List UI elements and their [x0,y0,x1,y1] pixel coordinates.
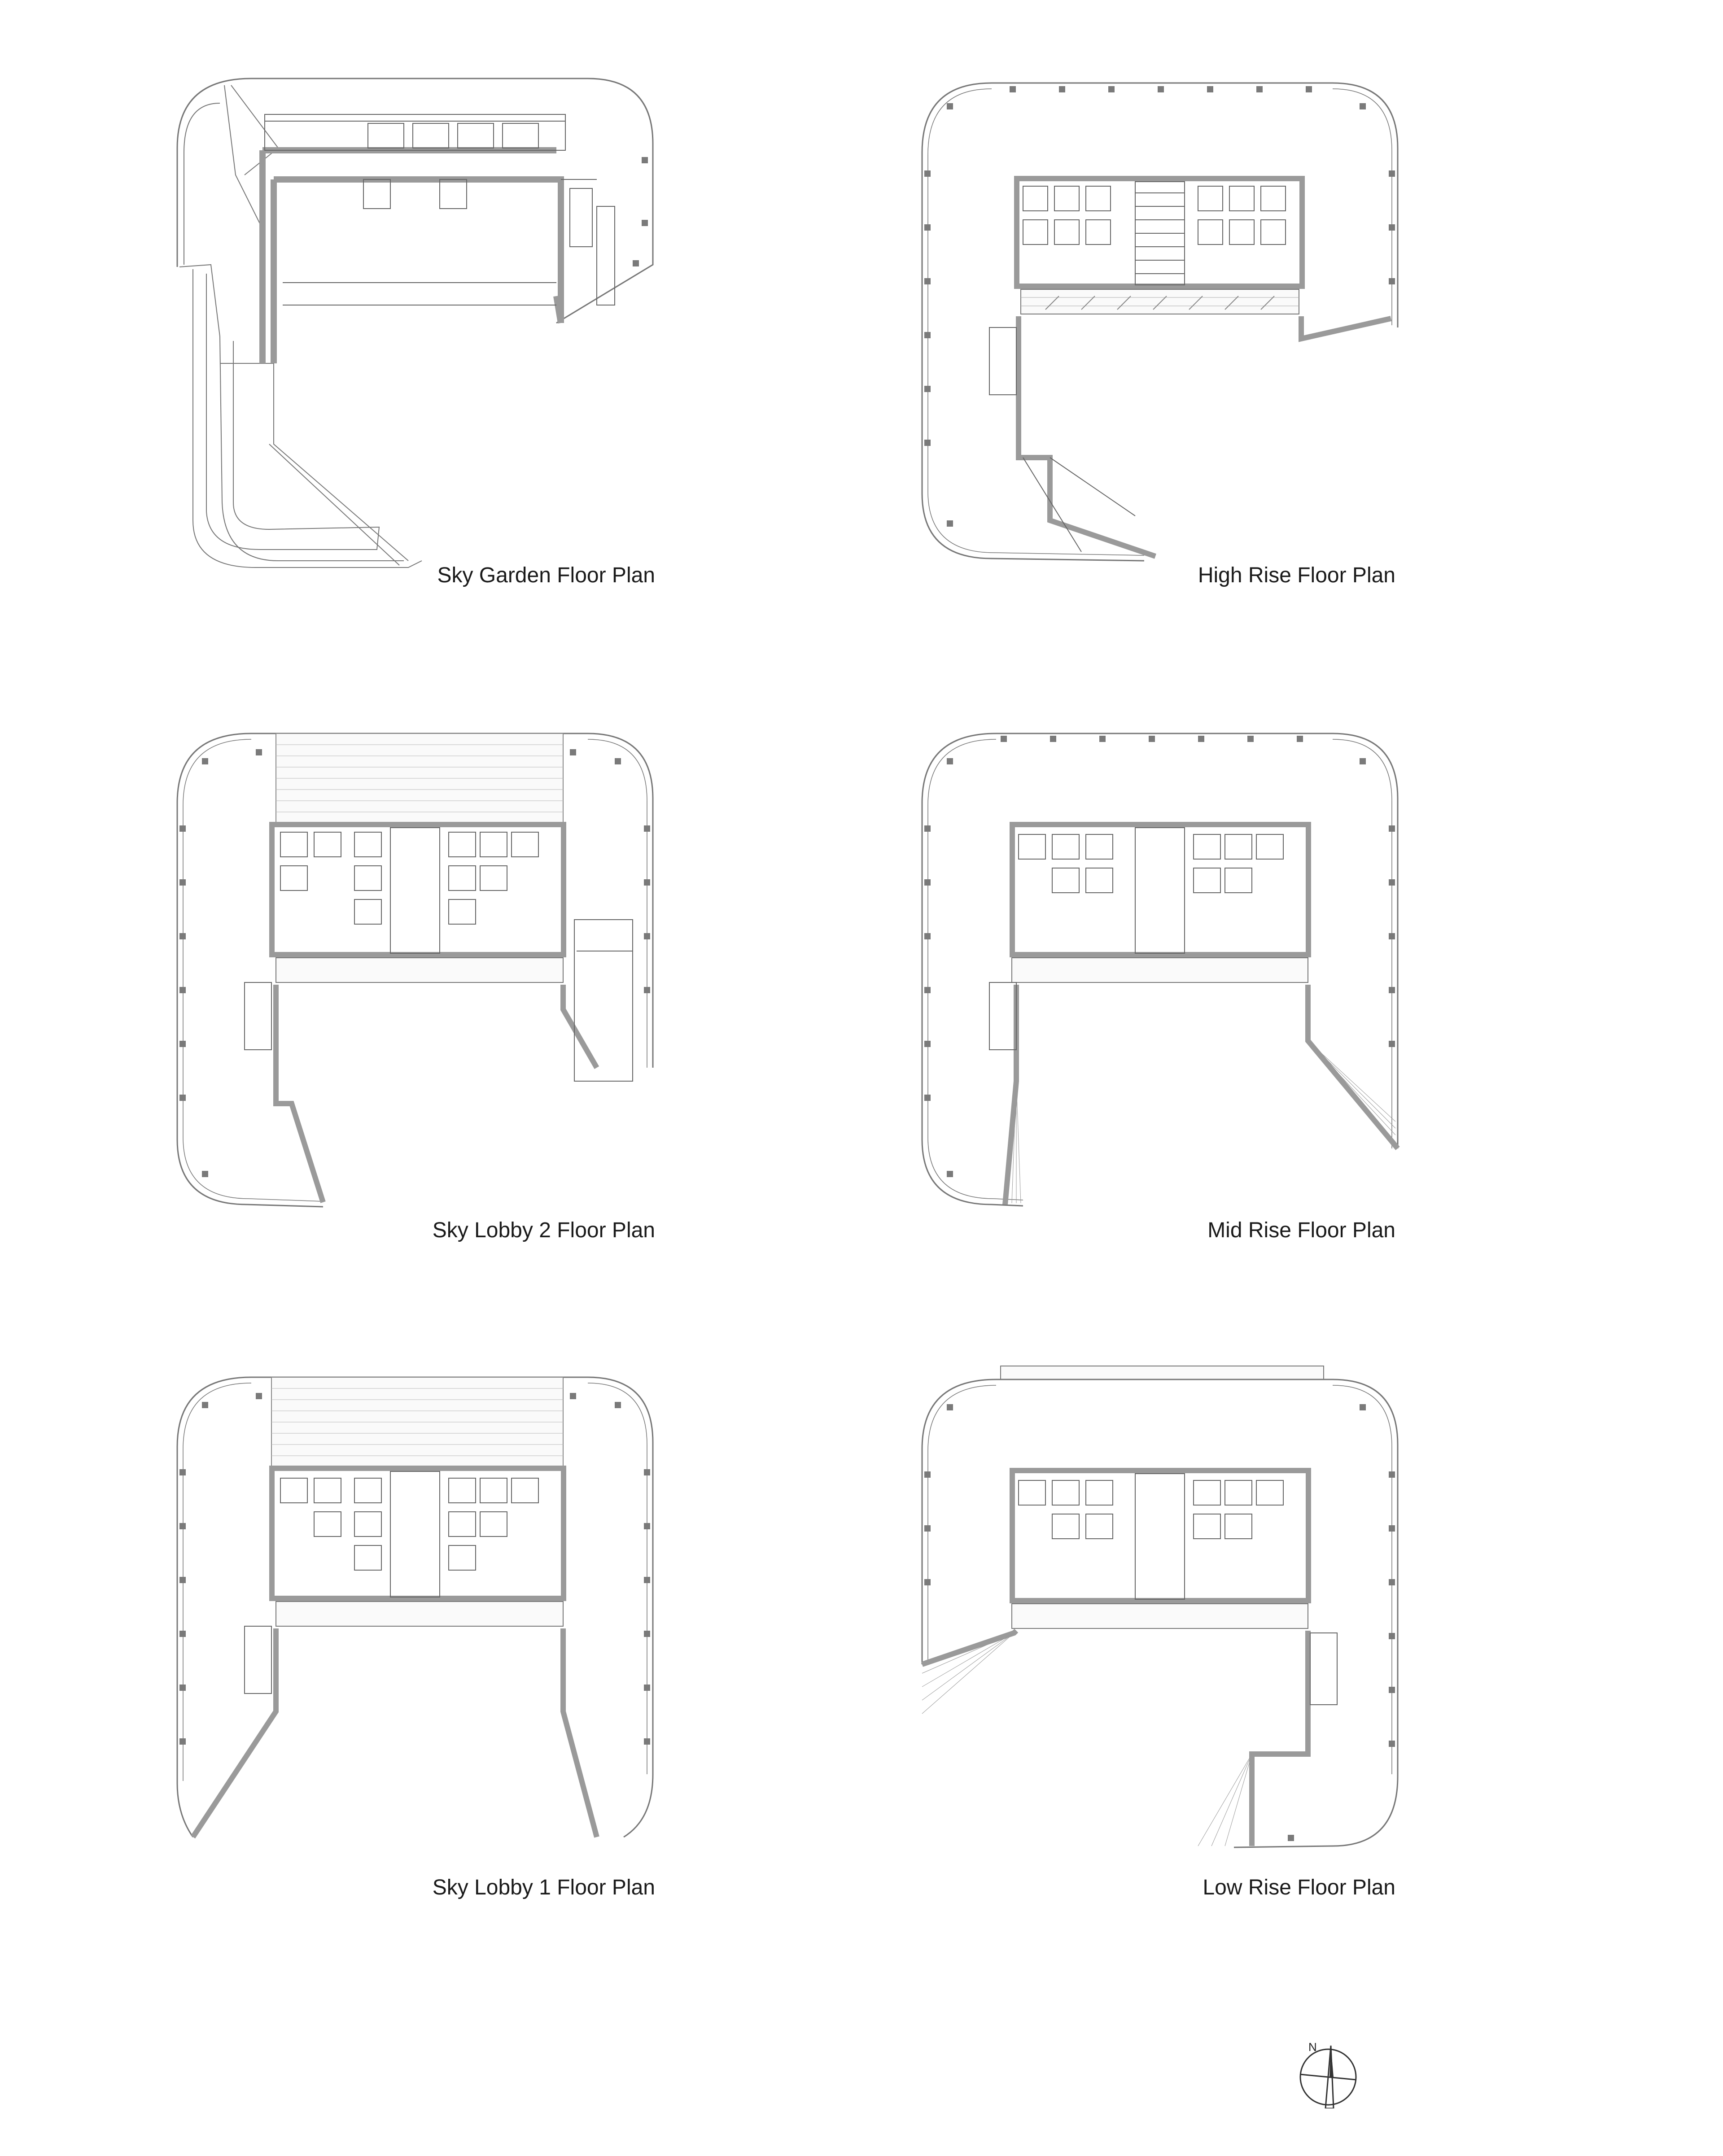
plan-low-rise [911,1359,1413,1857]
plan-title-low-rise: Low Rise Floor Plan [1203,1876,1395,1899]
plan-sky-lobby-1 [166,1370,669,1855]
plan-sky-lobby-2 [166,727,669,1216]
floor-plan-drawing [166,727,669,1216]
floor-plan-drawing [166,72,669,574]
floor-plan-drawing [911,76,1413,570]
plan-mid-rise [911,727,1413,1216]
floor-plan-drawing [911,1359,1413,1857]
floor-plan-drawing [911,727,1413,1216]
plan-title-high-rise: High Rise Floor Plan [1198,563,1395,587]
plan-sky-garden [166,72,669,574]
plan-title-sky-lobby-2: Sky Lobby 2 Floor Plan [432,1218,655,1242]
plan-title-mid-rise: Mid Rise Floor Plan [1207,1218,1395,1242]
north-arrow-icon [1292,2037,1364,2108]
plan-title-sky-garden: Sky Garden Floor Plan [437,563,655,587]
floor-plan-drawing [166,1370,669,1855]
plan-title-sky-lobby-1: Sky Lobby 1 Floor Plan [432,1876,655,1899]
north-label: N [1308,2040,1317,2054]
plan-high-rise [911,76,1413,570]
